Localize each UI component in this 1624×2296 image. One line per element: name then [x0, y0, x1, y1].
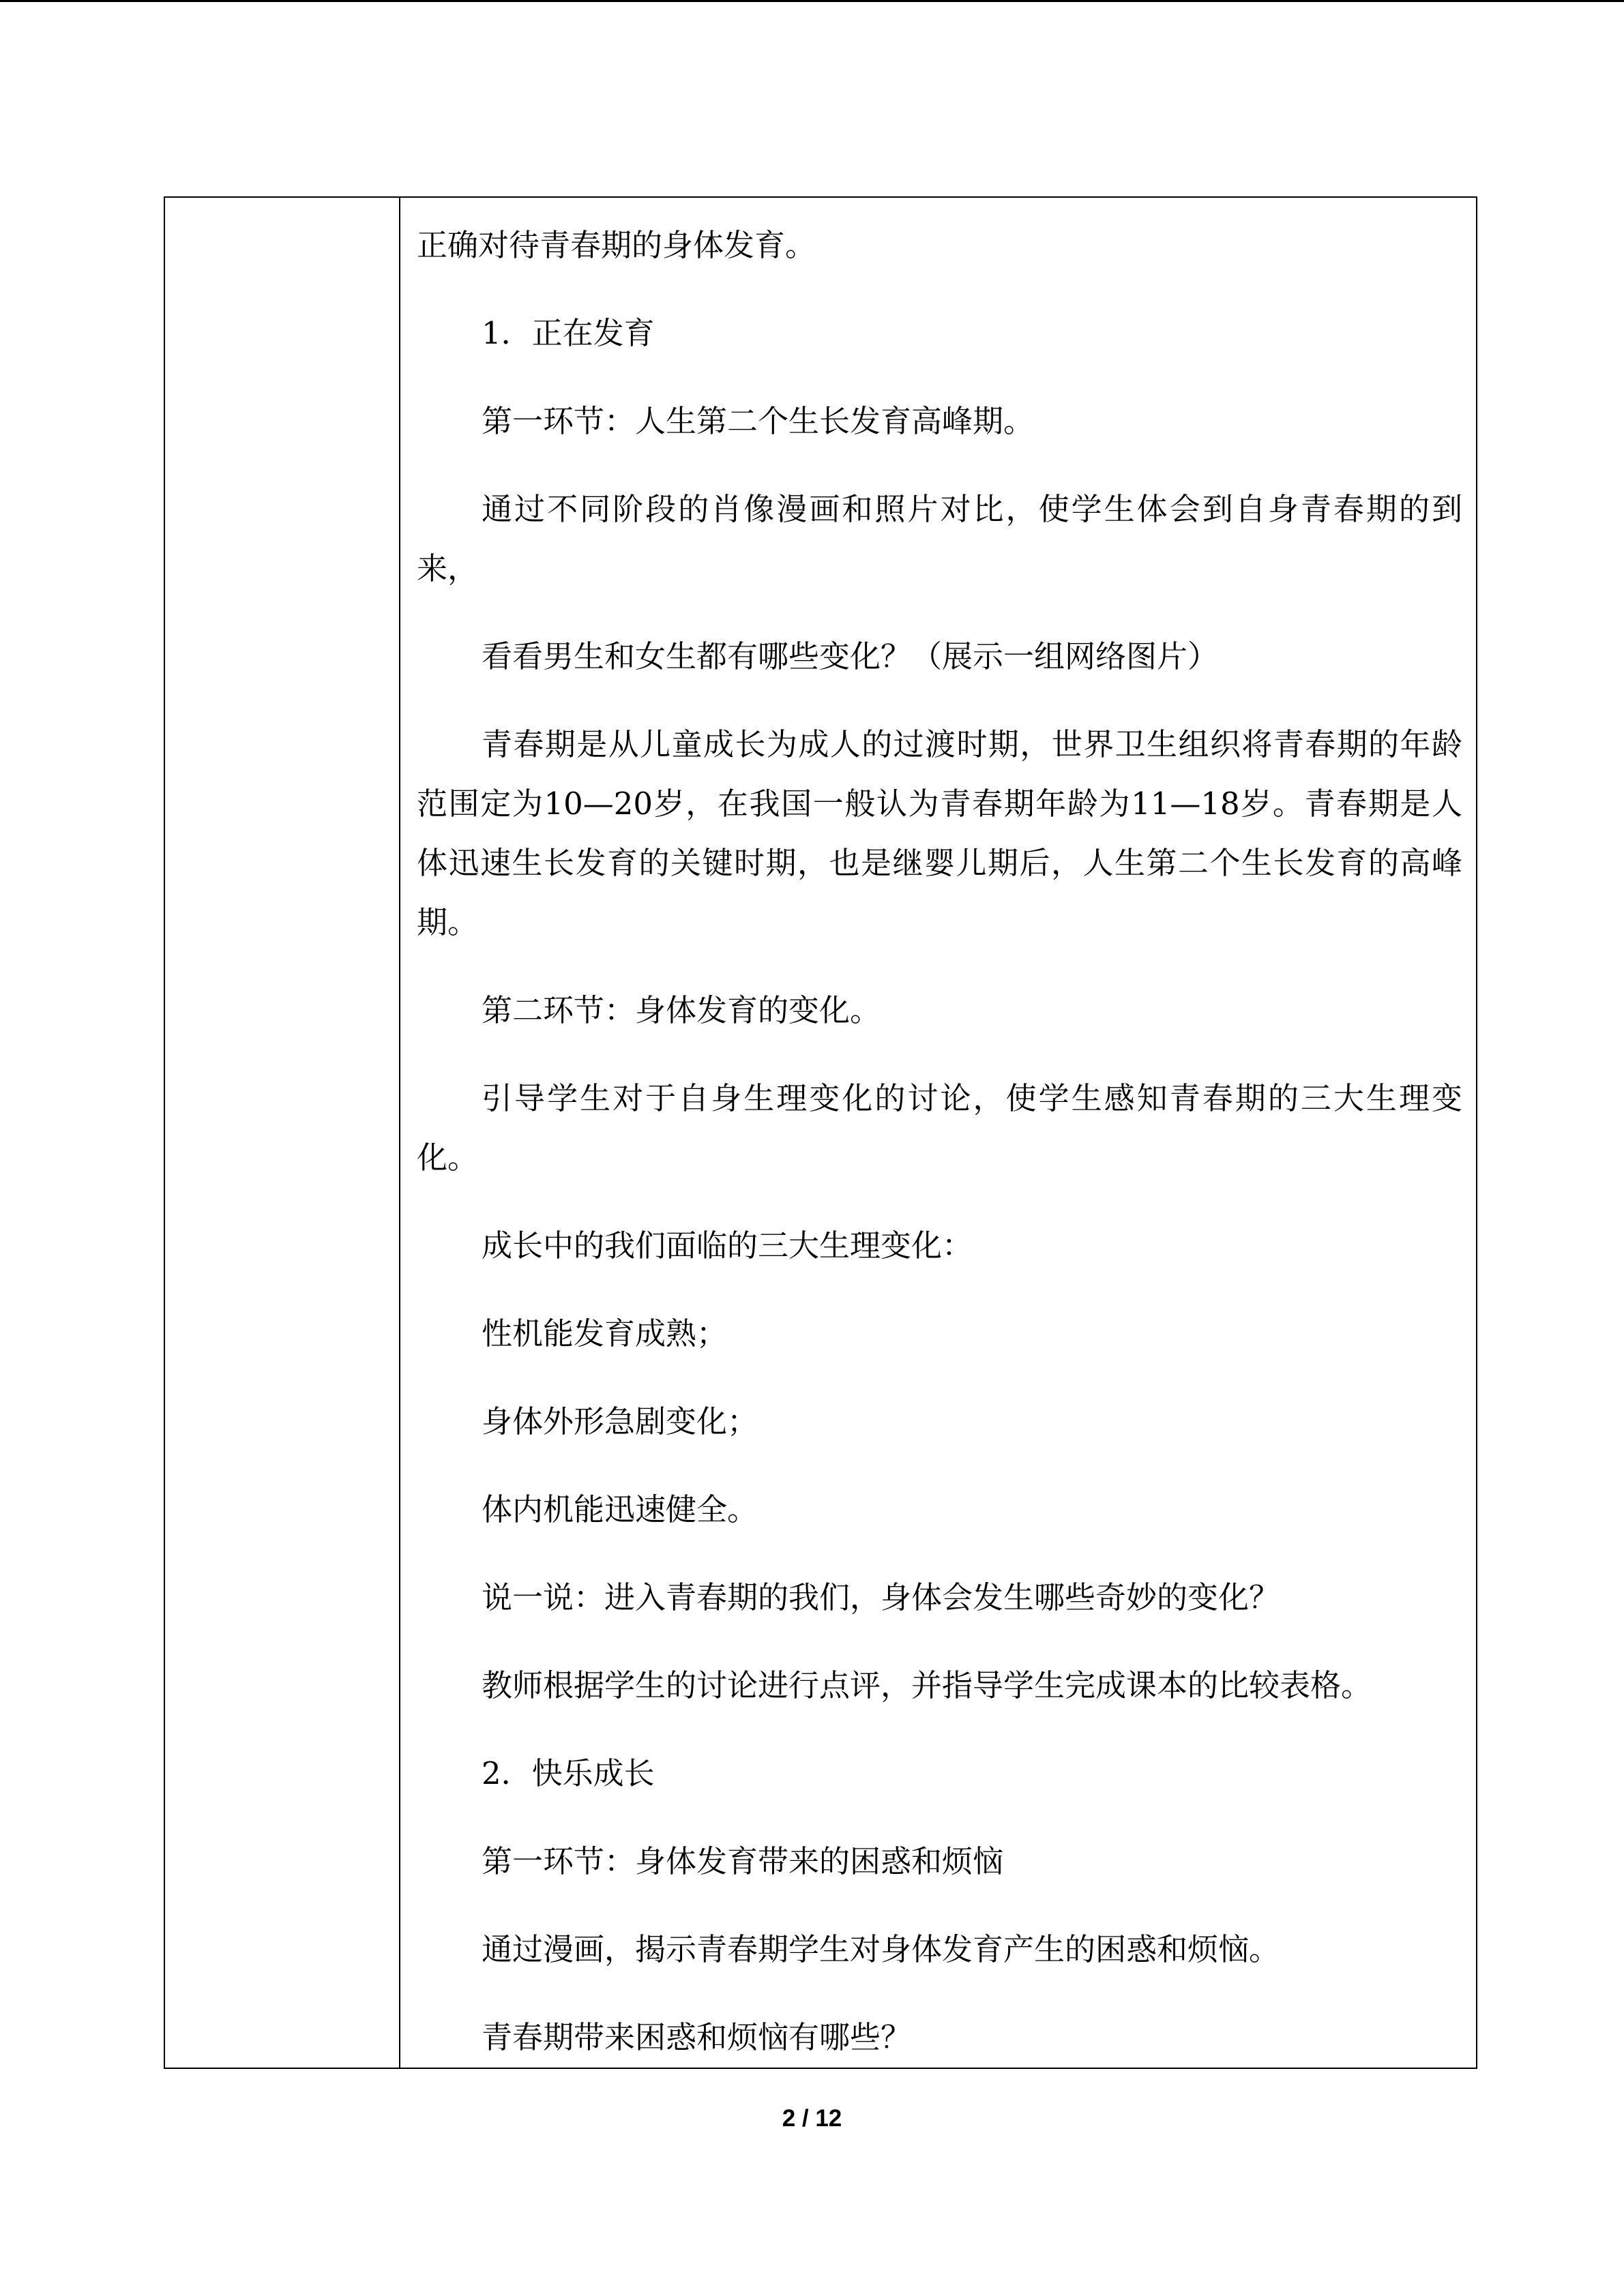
paragraph: 通过漫画，揭示青春期学生对身体发育产生的困惑和烦恼。 [482, 1931, 1280, 1967]
subsection-heading: 第二环节：身体发育的变化。 [482, 992, 881, 1028]
lesson-table [164, 196, 1477, 2069]
paragraph: 引导学生对于自身生理变化的讨论，使学生感知青春期的三大生理变化。 [417, 1080, 1462, 1176]
list-item: 性机能发育成熟； [482, 1315, 728, 1352]
paragraph: 成长中的我们面临的三大生理变化： [482, 1227, 973, 1264]
paragraph: 正确对待青春期的身体发育。 [417, 227, 816, 263]
table-left-cell [165, 198, 400, 2068]
section-heading: 2．快乐成长 [482, 1755, 655, 1791]
subsection-heading: 第一环节：身体发育带来的困惑和烦恼 [482, 1843, 1004, 1879]
top-border-line [0, 0, 1624, 2]
list-item: 体内机能迅速健全。 [482, 1491, 758, 1527]
paragraph: 青春期是从儿童成长为成人的过渡时期，世界卫生组织将青春期的年龄范围定为10—20岁，在我国一般认为青春期年龄为11—18岁。青春期是人体迅速生长发育的关键时期，也是继婴儿期后，人生第二个生长发育的高峰期。 [417, 726, 1462, 940]
list-item: 身体外形急剧变化； [482, 1403, 758, 1440]
table-content-cell [400, 198, 1476, 2068]
paragraph: 通过不同阶段的肖像漫画和照片对比，使学生体会到自身青春期的到来， [417, 491, 1462, 586]
paragraph: 说一说：进入青春期的我们，身体会发生哪些奇妙的变化？ [482, 1579, 1280, 1615]
paragraph: 青春期带来困惑和烦恼有哪些？ [482, 2019, 912, 2055]
section-heading: 1．正在发育 [482, 315, 655, 351]
paragraph: 教师根据学生的讨论进行点评，并指导学生完成课本的比较表格。 [482, 1667, 1372, 1703]
subsection-heading: 第一环节：人生第二个生长发育高峰期。 [482, 403, 1035, 439]
paragraph: 看看男生和女生都有哪些变化？（展示一组网络图片） [482, 638, 1219, 674]
page-number: 2 / 12 [782, 2105, 842, 2132]
